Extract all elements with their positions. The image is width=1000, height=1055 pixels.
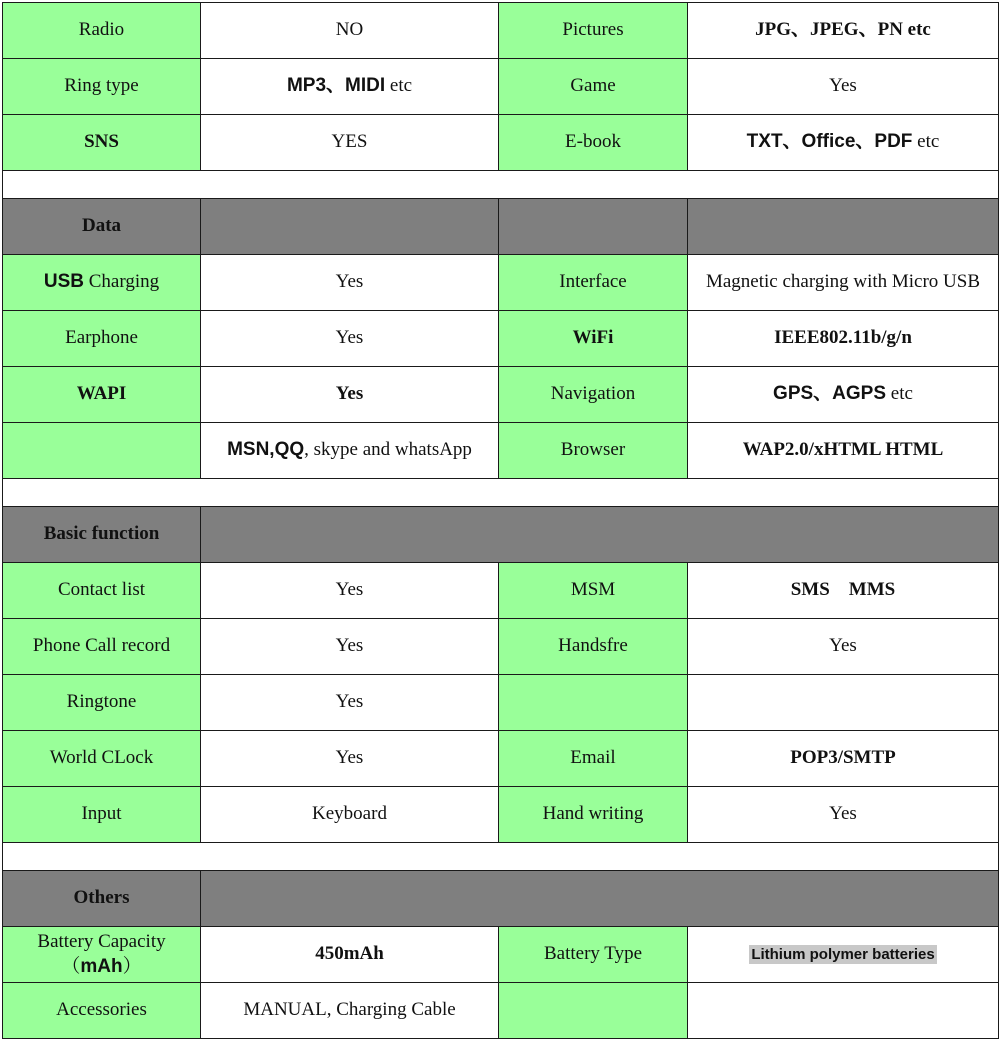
unit-close-paren: ） — [122, 955, 142, 977]
spacer-row — [3, 171, 999, 199]
value-handsfree: Yes — [688, 619, 999, 675]
section-title-basic-function: Basic function — [3, 507, 201, 563]
spacer-row — [3, 479, 999, 507]
section-title-others: Others — [3, 871, 201, 927]
ring-type-suffix: etc — [385, 75, 413, 97]
value-email: POP3/SMTP — [688, 731, 999, 787]
usb-label: USB — [43, 271, 84, 293]
label-battery-type: Battery Type — [499, 927, 688, 983]
ebook-formats: TXT、Office、PDF — [746, 131, 913, 153]
label-usb-charging — [3, 255, 201, 311]
spec-row — [3, 3, 999, 59]
section-title-data: Data — [3, 199, 201, 255]
spec-row — [3, 619, 999, 675]
label-call-record: Phone Call record — [3, 619, 201, 675]
spacer — [3, 843, 999, 871]
label-ring-type: Ring type — [3, 59, 201, 115]
value-msm: SMS MMS — [688, 563, 999, 619]
spacer — [3, 171, 999, 199]
label-earphone: Earphone — [3, 311, 201, 367]
header-cell — [201, 199, 499, 255]
label-accessories: Accessories — [3, 983, 201, 1039]
value-ring-type — [201, 59, 499, 115]
ebook-suffix: etc — [912, 131, 940, 153]
label-wifi: WiFi — [499, 311, 688, 367]
label-empty — [499, 983, 688, 1039]
spacer-row — [3, 843, 999, 871]
section-header-row — [3, 507, 999, 563]
spec-row — [3, 255, 999, 311]
value-usb-charging: Yes — [201, 255, 499, 311]
header-cell — [688, 199, 999, 255]
label-handsfree: Handsfre — [499, 619, 688, 675]
unit-open-paren: （ — [61, 955, 81, 977]
spec-row — [3, 367, 999, 423]
spec-row — [3, 927, 999, 983]
value-earphone: Yes — [201, 311, 499, 367]
value-navigation — [688, 367, 999, 423]
header-cell — [499, 199, 688, 255]
value-input: Keyboard — [201, 787, 499, 843]
battery-type-highlight: Lithium polymer batteries — [751, 946, 935, 964]
spacer — [3, 479, 999, 507]
value-battery-type — [688, 927, 999, 983]
label-battery-capacity — [3, 927, 201, 983]
spec-row — [3, 983, 999, 1039]
spec-table — [2, 2, 999, 1039]
value-world-clock: Yes — [201, 731, 499, 787]
header-cell — [201, 871, 999, 927]
value-radio: NO — [201, 3, 499, 59]
label-empty — [499, 675, 688, 731]
label-input: Input — [3, 787, 201, 843]
messaging-suffix: , skype and whatsApp — [304, 439, 472, 461]
value-game: Yes — [688, 59, 999, 115]
label-world-clock: World CLock — [3, 731, 201, 787]
value-messaging — [201, 423, 499, 479]
section-header-row — [3, 871, 999, 927]
battery-capacity-line1: Battery Capacity — [37, 930, 166, 952]
spec-row — [3, 115, 999, 171]
label-ringtone: Ringtone — [3, 675, 201, 731]
value-hand-writing: Yes — [688, 787, 999, 843]
section-header-row — [3, 199, 999, 255]
unit-mah: mAh — [80, 955, 123, 977]
label-sns: SNS — [3, 115, 201, 171]
value-pictures: JPG、JPEG、PN etc — [688, 3, 999, 59]
label-pictures: Pictures — [499, 3, 688, 59]
label-interface: Interface — [499, 255, 688, 311]
navigation-suffix: etc — [886, 383, 913, 405]
value-wifi: IEEE802.11b/g/n — [688, 311, 999, 367]
value-browser: WAP2.0/xHTML HTML — [688, 423, 999, 479]
navigation-systems: GPS、AGPS — [773, 383, 887, 405]
value-sns: YES — [201, 115, 499, 171]
label-msm: MSM — [499, 563, 688, 619]
label-ebook: E-book — [499, 115, 688, 171]
value-wapi: Yes — [201, 367, 499, 423]
value-ringtone: Yes — [201, 675, 499, 731]
value-call-record: Yes — [201, 619, 499, 675]
spec-row — [3, 731, 999, 787]
value-empty — [688, 675, 999, 731]
battery-capacity-line2 — [11, 955, 192, 980]
label-game: Game — [499, 59, 688, 115]
charging-label: Charging — [84, 271, 160, 293]
value-ebook — [688, 115, 999, 171]
label-email: Email — [499, 731, 688, 787]
spec-row — [3, 787, 999, 843]
spec-row — [3, 423, 999, 479]
spec-row — [3, 675, 999, 731]
ring-type-formats: MP3、MIDI — [286, 75, 386, 97]
label-contact-list: Contact list — [3, 563, 201, 619]
value-contact-list: Yes — [201, 563, 499, 619]
value-battery-capacity: 450mAh — [201, 927, 499, 983]
spec-row — [3, 563, 999, 619]
messaging-apps: MSN,QQ — [227, 439, 305, 461]
label-wapi: WAPI — [3, 367, 201, 423]
label-radio: Radio — [3, 3, 201, 59]
value-empty — [688, 983, 999, 1039]
spec-row — [3, 59, 999, 115]
label-empty — [3, 423, 201, 479]
label-navigation: Navigation — [499, 367, 688, 423]
header-cell — [201, 507, 999, 563]
label-browser: Browser — [499, 423, 688, 479]
value-interface: Magnetic charging with Micro USB — [688, 255, 999, 311]
value-accessories: MANUAL, Charging Cable — [201, 983, 499, 1039]
label-hand-writing: Hand writing — [499, 787, 688, 843]
spec-row — [3, 311, 999, 367]
